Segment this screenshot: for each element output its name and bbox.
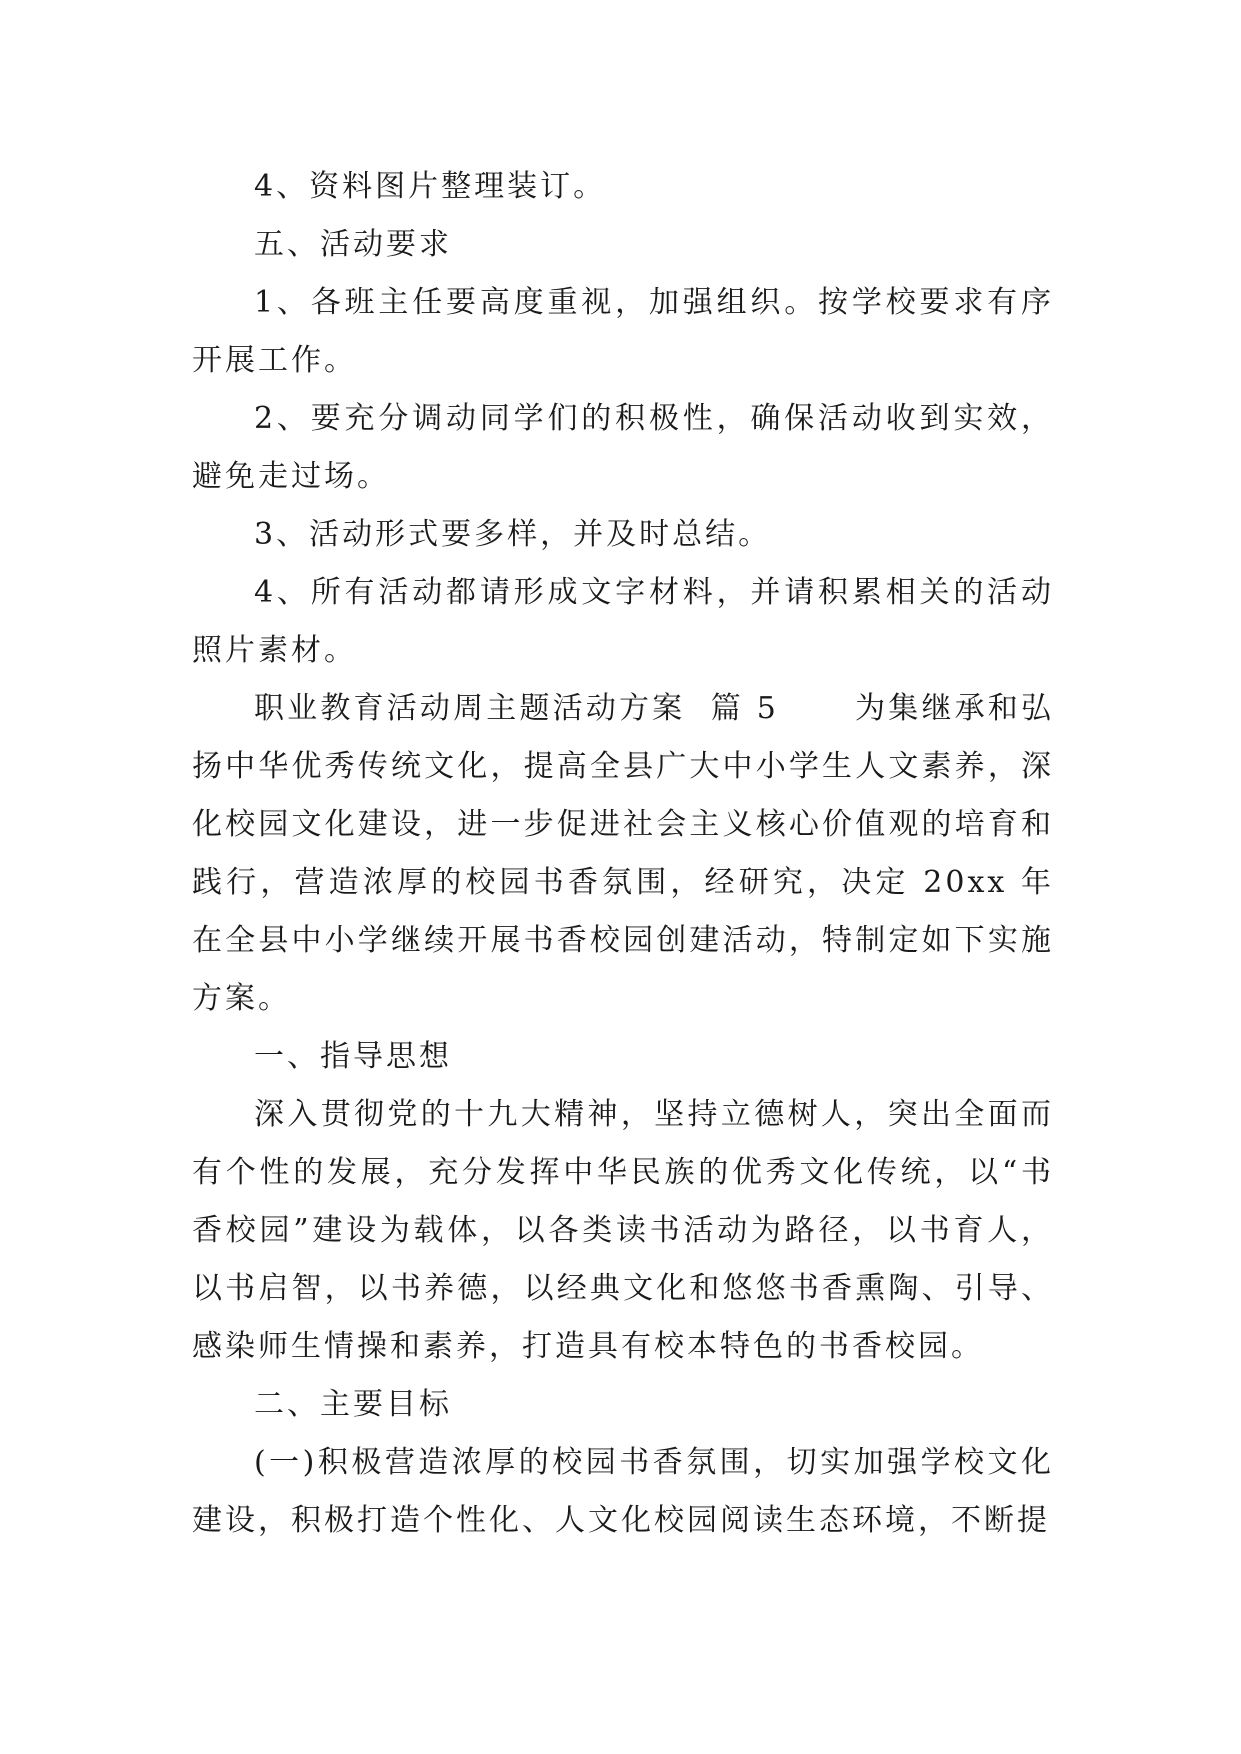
- paragraph-requirement-4: 4、所有活动都请形成文字材料，并请积累相关的活动照片素材。: [192, 575, 1054, 668]
- paragraph-guiding-ideology: 深入贯彻党的十九大精神，坚持立德树人，突出全面而有个性的发展，充分发挥中华民族的优秀文化传统，以“书香校园”建设为载体，以各类读书活动为路径，以书育人，以书启智，以书养德，以经典文化和悠悠书香熏陶、引导、感染师生情操和素养，打造具有校本特色的书香校园。: [192, 1097, 1054, 1364]
- paragraph-requirement-3: 3、活动形式要多样，并及时总结。: [254, 517, 772, 552]
- heading-main-goals: 二、主要目标: [254, 1387, 452, 1422]
- heading-guiding-ideology: 一、指导思想: [254, 1039, 452, 1074]
- paragraph-material-binding: 4、资料图片整理装订。: [254, 169, 607, 204]
- paragraph-requirement-2: 2、要充分调动同学们的积极性，确保活动收到实效，避免走过场。: [192, 401, 1054, 494]
- paragraph-plan-5-intro: 职业教育活动周主题活动方案 篇 5 为集继承和弘扬中华优秀传统文化，提高全县广大中小学生人文素养，深化校园文化建设，进一步促进社会主义核心价值观的培育和践行，营造浓厚的校园书香氛围，经研究，决定 20xx 年在全县中小学继续开展书香校园创建活动，特制定如下实施方案。: [192, 691, 1054, 1016]
- paragraph-requirement-1: 1、各班主任要高度重视，加强组织。按学校要求有序开展工作。: [192, 285, 1054, 378]
- document-body: [192, 158, 1054, 1550]
- paragraph-goal-1: (一)积极营造浓厚的校园书香氛围，切实加强学校文化建设，积极打造个性化、人文化校园阅读生态环境，不断提: [192, 1445, 1054, 1538]
- heading-activity-requirements: 五、活动要求: [254, 227, 452, 262]
